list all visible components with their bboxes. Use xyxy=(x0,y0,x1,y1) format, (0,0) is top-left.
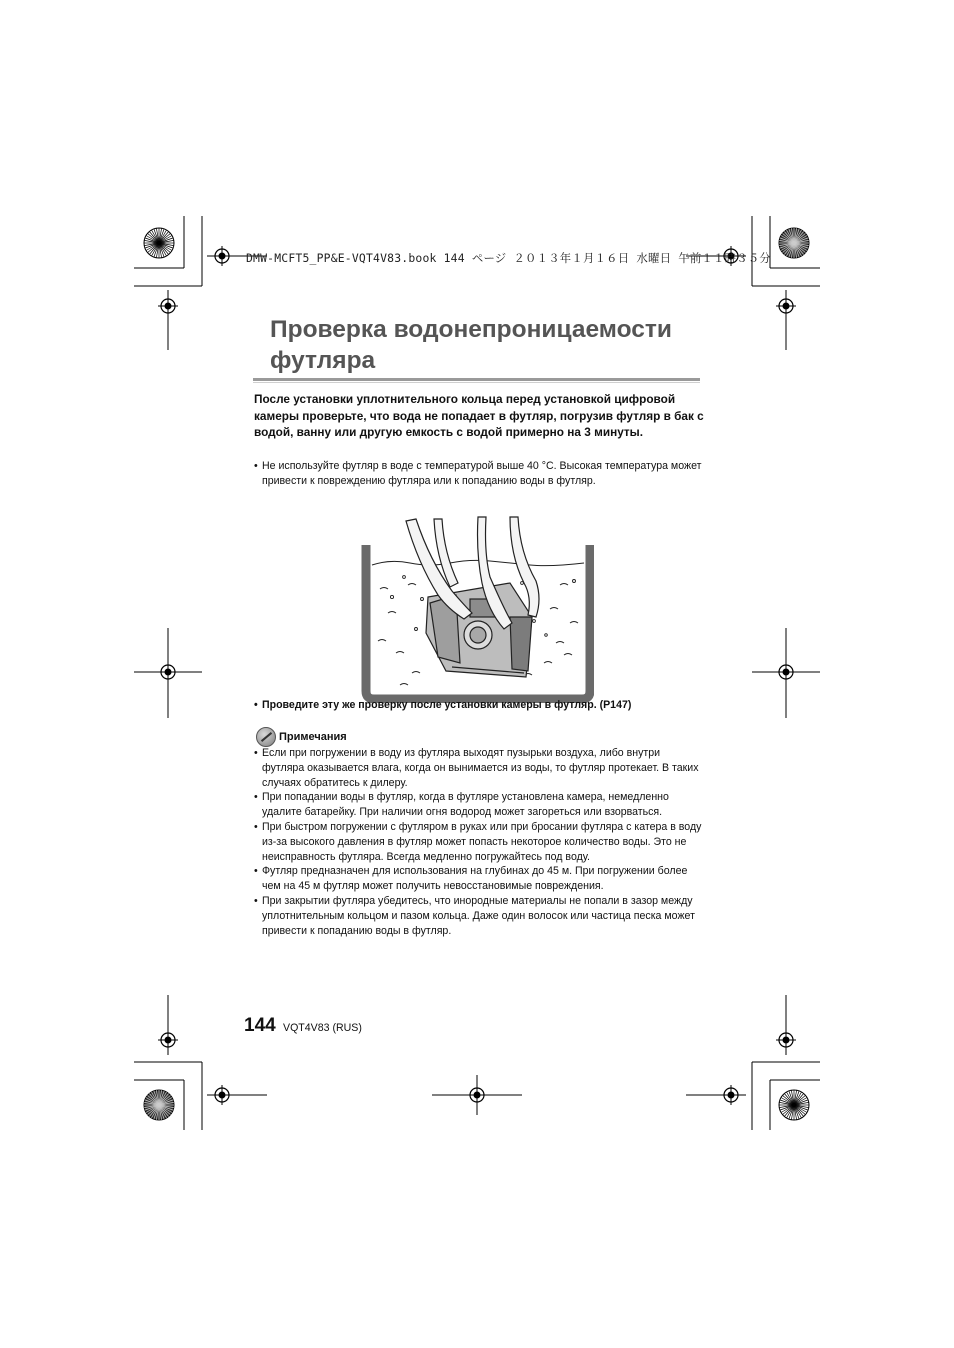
page-number: 144 xyxy=(244,1015,276,1036)
starburst-registration-mark xyxy=(144,228,174,258)
document-code: VQT4V83 (RUS) xyxy=(283,1022,362,1034)
notes-heading-label: Примечания xyxy=(279,731,347,743)
section-title xyxy=(270,314,710,376)
registration-target xyxy=(158,1030,178,1050)
registration-target xyxy=(467,1085,487,1105)
check-after-install-note xyxy=(254,698,704,713)
registration-target xyxy=(776,662,796,682)
note-item: • Если при погружении в воду из футляра выходят пузырьки воздуха, либо внутри футляра оказывается влага, когда он вынимается из воды, то футляр протекает. В таких случаях обратитесь к дилеру. xyxy=(254,746,702,790)
registration-target xyxy=(776,1030,796,1050)
case-in-water-illustration xyxy=(360,513,594,703)
registration-target xyxy=(212,246,232,266)
warning-list xyxy=(254,459,702,489)
starburst-registration-mark xyxy=(779,228,809,258)
section-title-line1: Проверка водонепроницаемости xyxy=(270,316,672,343)
notes-list xyxy=(254,746,702,938)
note-item: • При закрытии футляра убедитесь, что инородные материалы не попали в зазор между уплотнительным кольцом и пазом кольца. Даже один волосок или частица песка может привести к попаданию воды в футляр. xyxy=(254,894,702,938)
section-title-line2: футляра xyxy=(270,347,376,374)
registration-target xyxy=(212,1085,232,1105)
note-item: • При быстром погружении с футляром в руках или при бросании футляра с катера в воду из-за высокого давления в футляр может попасть некоторое количество воды. Это не неисправность футляра. Всегда медленно погружайтесь под воду. xyxy=(254,820,702,864)
notes-heading xyxy=(256,727,347,747)
warning-item: • Не используйте футляр в воде с температурой выше 40 °C. Высокая температура может привести к повреждению футляра или к попаданию воды в футляр. xyxy=(254,459,702,489)
starburst-registration-mark xyxy=(779,1090,809,1120)
registration-target xyxy=(158,662,178,682)
title-underline-shadow xyxy=(253,382,700,383)
registration-target xyxy=(721,1085,741,1105)
registration-target xyxy=(776,296,796,316)
starburst-registration-mark xyxy=(144,1090,174,1120)
note-pencil-icon xyxy=(256,727,276,747)
registration-target xyxy=(158,296,178,316)
print-header-line: DMW-MCFT5_PP&E-VQT4V83.book 144 ページ ２０１３年１月１６日 水曜日 午前１１時３５分 xyxy=(246,251,771,265)
note-item: • При попадании воды в футляр, когда в футляре установлена камера, немедленно удалите батарейку. При наличии огня водород может загореться или взорваться. xyxy=(254,790,702,820)
title-underline xyxy=(253,378,700,381)
note-item: • Футляр предназначен для использования на глубинах до 45 м. При погружении более чем на 45 м футляр может получить невосстановимые повреждения. xyxy=(254,864,702,894)
check-note-text: • Проведите эту же проверку после установки камеры в футляр. (P147) xyxy=(254,698,704,713)
lead-paragraph: После установки уплотнительного кольца перед установкой цифровой камеры проверьте, что вода не попадает в футляр, погрузив футляр в бак с водой, ванну или другую емкость с водой примерно на 3 минуты. xyxy=(254,392,704,440)
